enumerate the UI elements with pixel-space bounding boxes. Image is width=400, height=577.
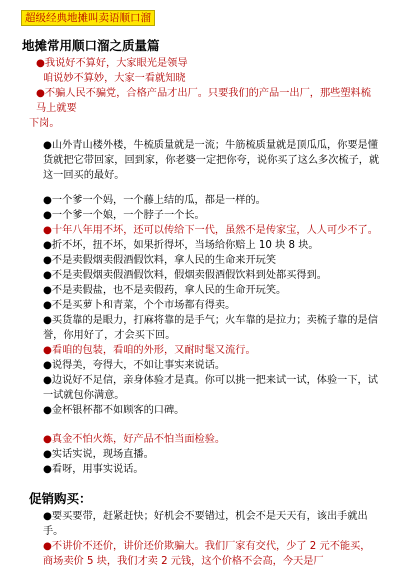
line-3: ●不骗人民不骗党，合格产品才出厂。只要我们的产品一出厂，那些塑料梳马上就要	[36, 88, 371, 114]
line-1: ●我说好不算好，大家眼光是领导	[36, 58, 188, 69]
promo-line-2: ●不讲价不还价，讲价还价欺骗大。我们厂家有交代，少了 2 元不能买，商场卖价 5 块，我们才卖 2 元钱，这个价格不会高，今天是厂	[43, 541, 371, 567]
section-title-promotion: 促销购买：	[29, 491, 92, 506]
line-9: ●折不坏，扭不坏，如果折得坏，当场给你赔上 10 块 8 块。	[43, 240, 319, 251]
line-2: 咱说妙不算妙，大家一看就知晓	[43, 73, 186, 84]
line-11: ●不是卖假烟卖假酒假饮料，假烟卖假酒假饮料到处都买得到。	[43, 270, 327, 281]
section-title-quality: 地摊常用顺口溜之质量篇	[22, 38, 160, 53]
line-5: ●山外青山楼外楼，牛梳质量就是一流；牛筋梳质量就是顶瓜瓜，你要是懂货就把它带回家，回到家，你老婆一定把你夸，说你买了这么多次梳子，就这一回买的最好。	[43, 140, 380, 181]
line-8: ●十年八年用不坏，还可以传给下一代，虽然不是传家宝，人人可少不了。	[43, 225, 378, 236]
document-body	[22, 38, 380, 569]
line-15: ●看咱的包装，看咱的外形，又耐时髦又流行。	[43, 345, 256, 356]
line-17: ●边说好不足信，亲身体验才是真。你可以挑一把来试一试，体验一下，试一试就包你满意。	[43, 375, 378, 401]
line-6: ●一个爹一个妈，一个藤上结的瓜，都是一样的。	[43, 195, 266, 206]
line-7: ●一个爹一个娘，一个脖子一个长。	[43, 210, 205, 221]
line-14: ●买货靠的是眼力，打麻将靠的是手气；火车靠的是拉力；卖梳子靠的是信誉，你用好了，才会买下回。	[43, 315, 378, 341]
promo-line-1: ●要买要带，赶紧赶快；好机会不要错过，机会不是天天有，该出手就出手。	[43, 511, 368, 537]
line-21: ●看呀，用事实说话。	[43, 464, 144, 475]
line-10: ●不是卖假烟卖假酒假饮料，拿人民的生命来开玩笑	[43, 255, 277, 266]
line-13: ●不是买萝卜和青菜，个个市场都有得卖。	[43, 300, 236, 311]
line-4: 下岗。	[29, 118, 60, 129]
line-18: ●金杯银杯都不如顾客的口碑。	[43, 405, 185, 416]
line-20: ●实话实说，现场直播。	[43, 449, 154, 460]
line-12: ●不是卖假盐，也不是卖假药，拿人民的生命开玩笑。	[43, 285, 287, 296]
header-tag: 超级经典地摊叫卖语顺口溜	[21, 10, 155, 26]
line-19: ●真金不怕火炼，好产品不怕当面检验。	[43, 434, 226, 445]
line-16: ●说得美，夸得大，不如让事实来说话。	[43, 360, 226, 371]
